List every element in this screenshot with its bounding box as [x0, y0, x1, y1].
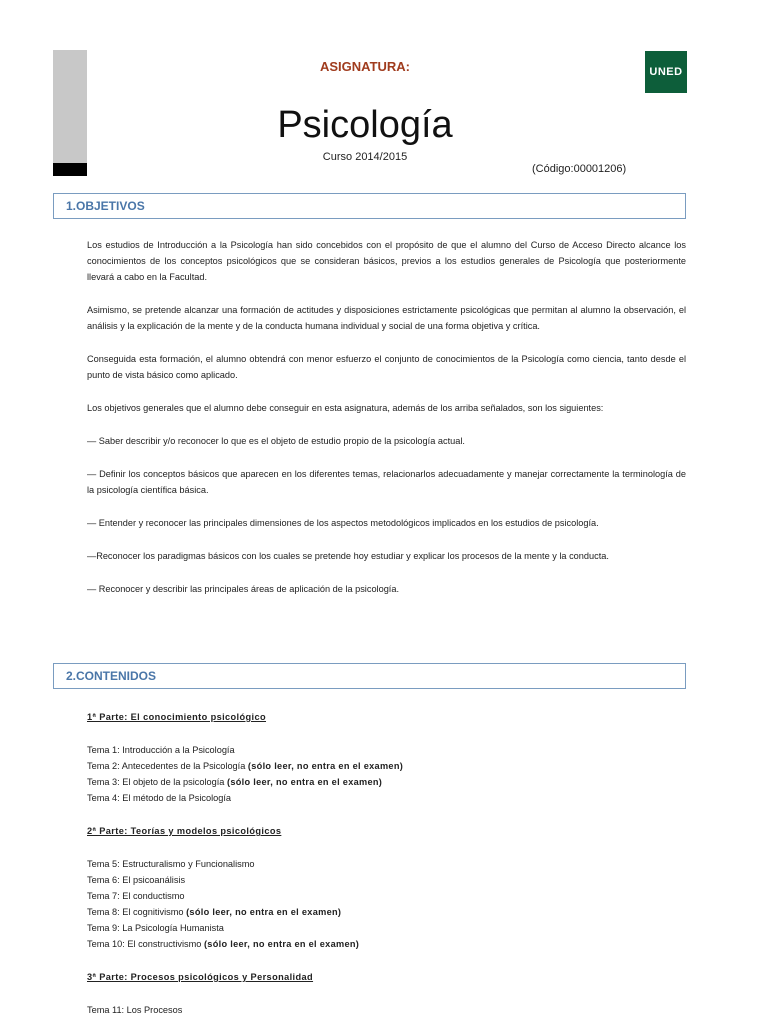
tema-note: (sólo leer, no entra en el examen) [203, 939, 360, 949]
page-title: Psicología [277, 104, 453, 146]
objetivos-body [87, 237, 686, 614]
header-black-bar [53, 163, 87, 176]
objetivos-paragraph: Asimismo, se pretende alcanzar una formación de actitudes y disposiciones estrictamente psicológicas que permitan al alumno la observación, el análisis y la explicación de la mente y de la conducta humana individual y social de una forma objetiva y crítica. [87, 305, 686, 331]
tema-note: (sólo leer, no entra en el examen) [186, 907, 342, 917]
tema-item [87, 774, 686, 790]
tema-item: Tema 11: Los Procesos [87, 1005, 183, 1015]
objetivos-paragraph: Los estudios de Introducción a la Psicología han sido concebidos con el propósito de que el alumno del Curso de Acceso Directo alcance los conocimientos de los conceptos psicológicos que se consideran básicos, previos a los estudios generales de Psicología que posteriormente llevará a cabo en la Facultad. [87, 240, 686, 282]
asignatura-label: ASIGNATURA: [319, 59, 411, 74]
tema-label: Tema 3: El objeto de la psicología [87, 777, 227, 787]
objetivos-item: —Reconocer los paradigmas básicos con los cuales se pretende hoy estudiar y explicar los procesos de la mente y la conducta. [87, 551, 609, 561]
course-code: (Código:00001206) [532, 163, 627, 175]
objetivos-paragraph: Conseguida esta formación, el alumno obtendrá con menor esfuerzo el conjunto de conocimientos de la Psicología como ciencia, tanto desde el punto de vista básico como aplicado. [87, 354, 686, 380]
tema-item: Tema 4: El método de la Psicología [87, 793, 232, 803]
section-heading-objetivos: 1.OBJETIVOS [53, 193, 686, 219]
tema-label: Tema 10: El constructivismo [87, 939, 204, 949]
tema-item: Tema 6: El psicoanálisis [87, 875, 186, 885]
uned-logo: UNED [645, 51, 687, 93]
tema-item: Tema 9: La Psicología Humanista [87, 923, 224, 933]
tema-label: Tema 2: Antecedentes de la Psicología [87, 761, 248, 771]
tema-item: Tema 7: El conductismo [87, 891, 185, 901]
objetivos-item: — Definir los conceptos básicos que aparecen en los diferentes temas, relacionarlos adecuadamente y manejar correctamente la terminología de la psicología científica básica. [87, 469, 686, 495]
objetivos-paragraph: Los objetivos generales que el alumno debe conseguir en esta asignatura, además de los arriba señalados, son los siguientes: [87, 403, 604, 413]
tema-label: Tema 8: El cognitivismo [87, 907, 187, 917]
tema-item [87, 758, 686, 774]
tema-note: (sólo leer, no entra en el examen) [226, 777, 383, 787]
tema-item: Tema 1: Introducción a la Psicología [87, 745, 235, 755]
objetivos-item: — Saber describir y/o reconocer lo que es el objeto de estudio propio de la psicología actual. [87, 436, 465, 446]
objetivos-item: — Entender y reconocer las principales dimensiones de los aspectos metodológicos implicados en los estudios de psicología. [87, 518, 599, 528]
part-title: 2ª Parte: Teorías y modelos psicológicos [87, 826, 282, 836]
course-year: Curso 2014/2015 [322, 151, 408, 163]
tema-item: Tema 5: Estructuralismo y Funcionalismo [87, 859, 255, 869]
tema-note: (sólo leer, no entra en el examen) [247, 761, 404, 771]
part-title: 3ª Parte: Procesos psicológicos y Personalidad [87, 972, 314, 982]
part-title: 1ª Parte: El conocimiento psicológico [87, 712, 267, 722]
contenidos-body [87, 709, 686, 1018]
tema-item [87, 904, 686, 920]
section-heading-contenidos: 2.CONTENIDOS [53, 663, 686, 689]
tema-item [87, 936, 686, 952]
objetivos-item: — Reconocer y describir las principales áreas de aplicación de la psicología. [87, 584, 400, 594]
